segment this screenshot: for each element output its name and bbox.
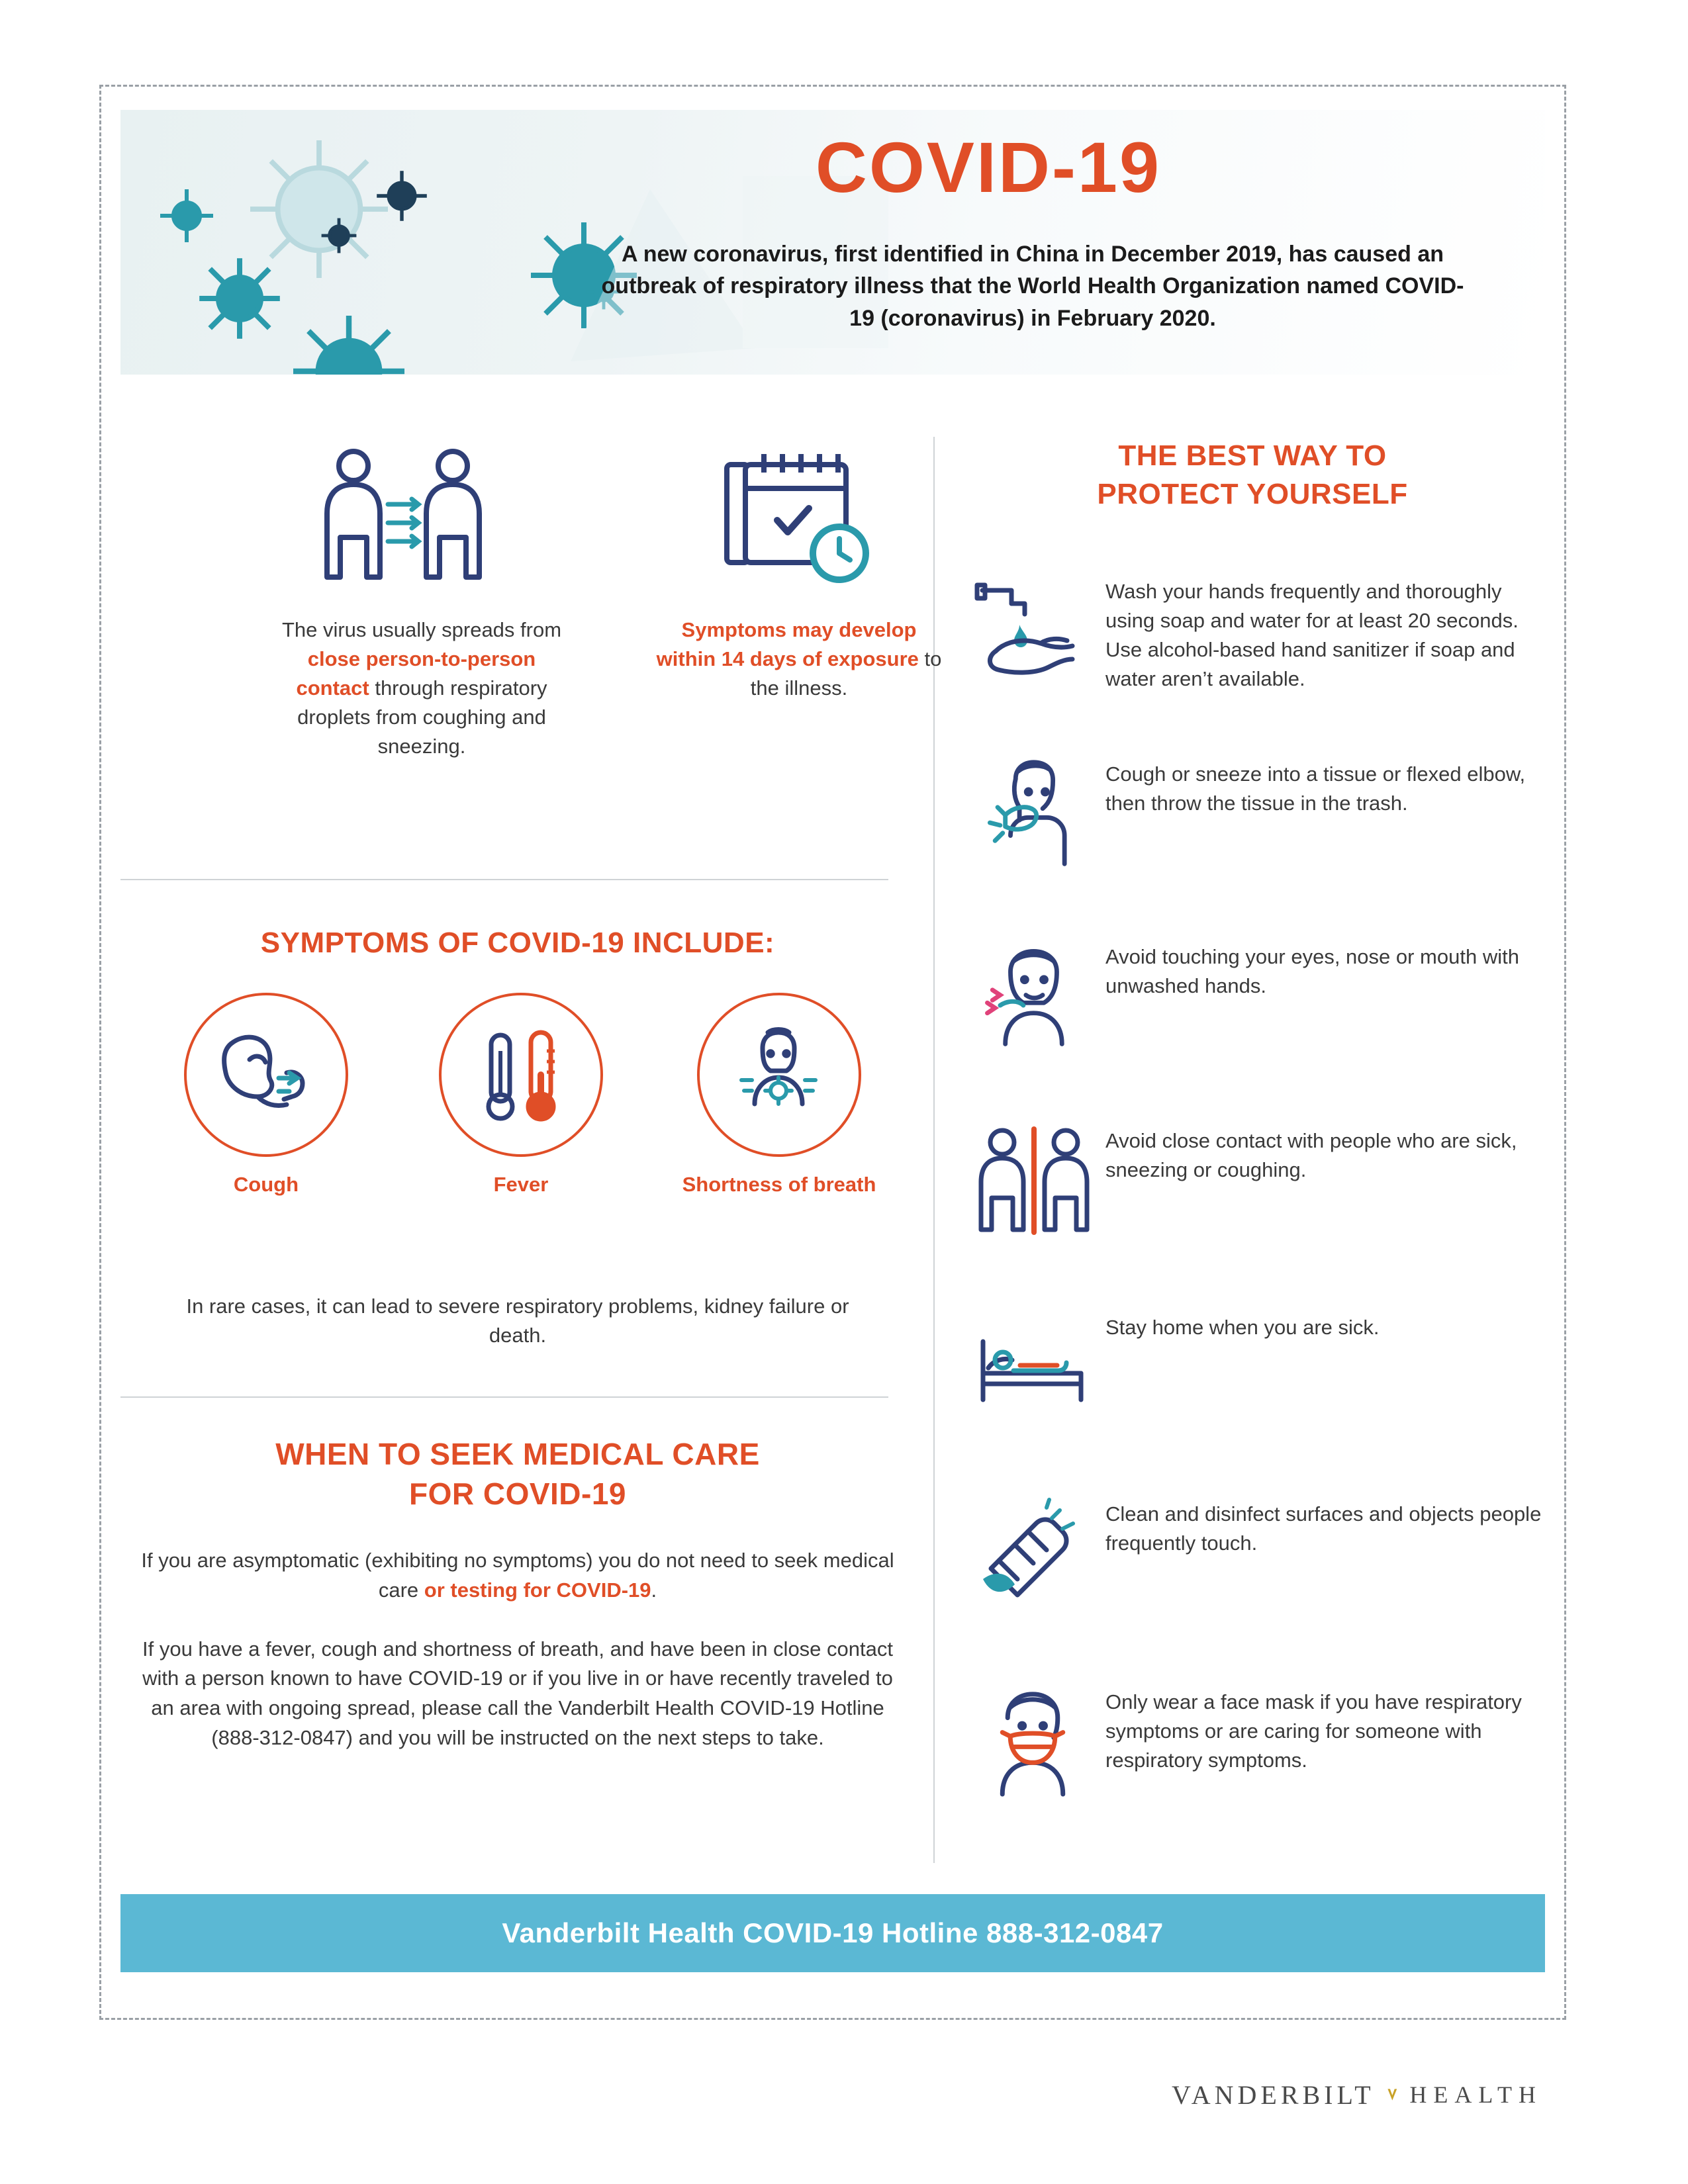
seek-care-heading-line2: FOR COVID-19: [408, 1476, 627, 1511]
page-title: [120, 126, 1545, 208]
protect-tip: [960, 568, 1545, 694]
cough-into-tissue-icon: [960, 751, 1105, 876]
incubation-caption: [650, 615, 948, 703]
protect-tip-text: Cough or sneeze into a tissue or flexed elbow, then throw the tissue in the trash.: [1105, 762, 1526, 815]
transmission-emphasis: close person-to-person contact: [296, 647, 536, 700]
seek-care-p1-b: .: [651, 1578, 657, 1602]
protect-tip-text: Avoid touching your eyes, nose or mouth with unwashed hands.: [1105, 945, 1519, 998]
handwashing-icon: [960, 568, 1105, 694]
protect-tip: [960, 1490, 1545, 1616]
incubation-text: to the illness.: [750, 647, 942, 700]
protect-tip-text: Stay home when you are sick.: [1105, 1316, 1380, 1340]
transmission-caption: [273, 615, 571, 761]
transmission-row: [120, 424, 942, 794]
vanderbilt-health-logo: [1172, 2065, 1542, 2124]
symptom-label: Shortness of breath: [682, 1173, 876, 1196]
page-title-text: COVID-19: [815, 127, 1162, 207]
thermometer-icon: [439, 993, 603, 1157]
hotline-text: Vanderbilt Health COVID-19 Hotline 888-312-0847: [502, 1917, 1164, 1948]
symptom-label: Cough: [233, 1173, 299, 1196]
right-column: [960, 437, 1545, 1804]
seek-care-paragraph-2: If you have a fever, cough and shortness of breath, and have been in close contact with a person known to have COVID-19 or if you live in or have recently traveled to an area with ongoing spread, please call the Vanderbilt Health COVID-19 Hotline (888-312-0847) and you will be instructed on the next steps to take.: [142, 1637, 893, 1750]
virus-particle-icon: [187, 246, 293, 351]
header-subtitle: A new coronavirus, first identified in China in December 2019, has caused an outbreak of respiratory illness that the World Health Organization named COVID-19 (coronavirus) in February 2020.: [601, 242, 1464, 331]
protect-heading-line2: PROTECT YOURSELF: [1097, 478, 1408, 511]
transmission-text-1: The virus usually spreads from: [281, 618, 562, 641]
logo-vanderbilt-text: VANDERBILT: [1172, 2079, 1375, 2110]
person-to-person-icon: [319, 443, 491, 599]
virus-particle-icon: [279, 302, 418, 375]
vanderbilt-v-icon: [1387, 2075, 1398, 2114]
protect-tip-text: Wash your hands frequently and thoroughly using soap and water for at least 20 seconds. Use alcohol-based hand sanitizer if soap and water aren’t available.: [1105, 580, 1519, 691]
seek-care-paragraph-1: [120, 1546, 915, 1606]
protect-heading-line1: THE BEST WAY TO: [1118, 439, 1387, 472]
symptom-item-shortness-of-breath: [680, 993, 878, 1198]
seek-care-heading: [120, 1435, 915, 1514]
protect-tip-text: Clean and disinfect surfaces and objects people frequently touch.: [1105, 1502, 1542, 1555]
shortness-of-breath-icon: [697, 993, 861, 1157]
protect-tip: [960, 1117, 1545, 1243]
protect-tip: [960, 1304, 1545, 1430]
rare-cases-note: In rare cases, it can lead to severe respiratory problems, kidney failure or death.: [186, 1295, 849, 1347]
seek-care-p1-emphasis: or testing for COVID-19: [424, 1578, 651, 1602]
social-distancing-icon: [960, 1117, 1105, 1243]
seek-care-heading-line1: WHEN TO SEEK MEDICAL CARE: [275, 1437, 760, 1472]
protect-yourself-heading: [960, 437, 1545, 514]
no-face-touching-icon: [960, 933, 1105, 1059]
symptom-label: Fever: [493, 1173, 549, 1196]
left-column: [120, 424, 942, 1753]
disinfect-surface-icon: [960, 1490, 1105, 1616]
seek-care-p1-a: If you are asymptomatic (exhibiting no symptoms) you do not need to seek medical care: [141, 1548, 894, 1602]
protect-tip: [960, 933, 1545, 1059]
protect-tip-text: Only wear a face mask if you have respiratory symptoms or are caring for someone with respiratory symptoms.: [1105, 1690, 1522, 1772]
protect-tip: [960, 1678, 1545, 1804]
transmission-text-2: through respiratory droplets from coughing and sneezing.: [297, 676, 547, 758]
protect-tip-text: Avoid close contact with people who are sick, sneezing or coughing.: [1105, 1129, 1517, 1182]
cough-icon: [184, 993, 348, 1157]
protect-tip: [960, 751, 1545, 876]
symptoms-row: [120, 966, 915, 1244]
virus-particle-icon: [319, 216, 359, 255]
face-mask-icon: [960, 1678, 1105, 1804]
hotline-bar: [120, 1894, 1545, 1972]
symptom-item-cough: [167, 993, 365, 1198]
symptom-item-fever: [422, 993, 620, 1198]
logo-health-text: HEALTH: [1409, 2081, 1542, 2108]
calendar-14-days-icon: [716, 443, 882, 592]
stay-home-bed-icon: [960, 1304, 1105, 1430]
symptoms-heading: SYMPTOMS OF COVID-19 INCLUDE:: [260, 927, 775, 959]
incubation-emphasis: Symptoms may develop within 14 days of exposure: [656, 618, 919, 671]
